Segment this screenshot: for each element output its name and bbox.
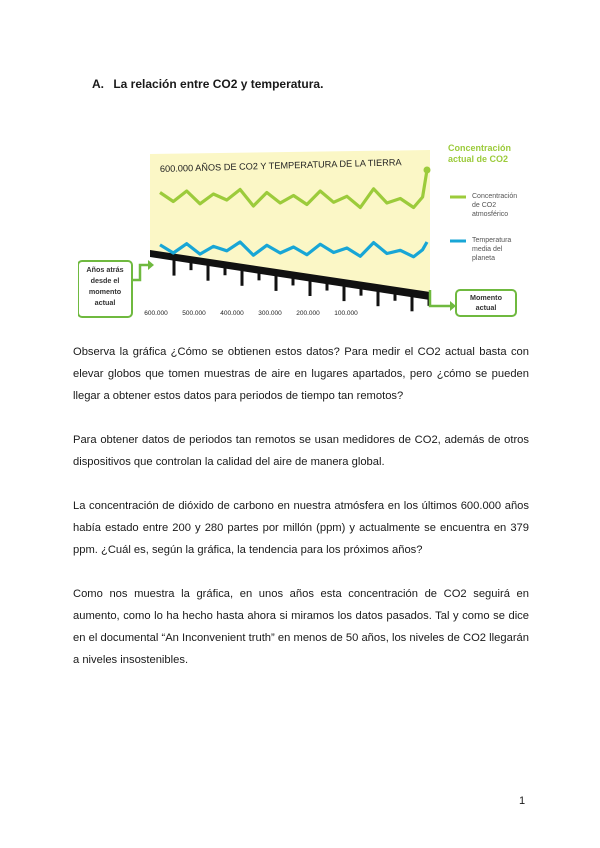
x-tick-label: 300.000 (258, 310, 282, 317)
page-number: 1 (519, 795, 526, 807)
text-line: actual (475, 303, 497, 312)
text-line: Temperatura (472, 237, 512, 244)
text-line: planeta (472, 255, 495, 262)
legend-temp-label (472, 237, 511, 262)
section-letter: A. (92, 77, 104, 91)
paragraph-2: Para obtener datos de periodos tan remotos se usan medidores de CO2, además de otros dispositivos que controlan la calidad del aire de manera global. (73, 434, 529, 468)
text-line: media del (472, 246, 503, 253)
co2-temperature-figure (78, 140, 528, 325)
text-line: momento (88, 287, 122, 296)
text-line: Momento (470, 293, 502, 302)
x-tick-label: 100.000 (334, 310, 358, 317)
chart-title: 600.000 AÑOS DE CO2 Y TEMPERATURA DE LA TIERRA (159, 157, 402, 174)
paragraph-3: La concentración de dióxido de carbono en nuestra atmósfera en los últimos 600.000 años había estado entre 200 y 280 partes por millón (ppm) y actualmente se encuentra en 379 ppm. ¿Cuál es, según la gráfica, la tendencia para los próximos años? (73, 500, 529, 556)
current-moment-arrow (430, 290, 450, 306)
text-line: Concentración (472, 193, 518, 200)
text-line: Concentración (448, 143, 512, 153)
x-tick-label: 600.000 (144, 310, 168, 317)
text-line: actual de CO2 (448, 154, 509, 164)
current-concentration-label (448, 143, 511, 164)
text-line: atmosférico (472, 211, 509, 218)
legend-co2-label (472, 193, 517, 218)
x-tick-label: 500.000 (182, 310, 206, 317)
text-line: desde el (90, 276, 120, 285)
x-tick-label: 400.000 (220, 310, 244, 317)
current-co2-marker (424, 167, 431, 174)
x-tick-label: 200.000 (296, 310, 320, 317)
paragraph-4: Como nos muestra la gráfica, en unos años esta concentración de CO2 seguirá en aumento, como lo ha hecho hasta ahora si miramos los datos pasados. Tal y como se dice en el documental “An Inconvenient truth” en menos de 50 años, los niveles de CO2 llegarán a niveles insostenibles. (73, 588, 529, 666)
text-line: actual (94, 298, 116, 307)
paragraph-1: Observa la gráfica ¿Cómo se obtienen estos datos? Para medir el CO2 actual basta con elevar globos que tomen muestras de aire en lugares apartados, pero ¿cómo se pueden llegar a obtener estos datos para periodos de tiempo tan remotos? (73, 346, 529, 402)
years-ago-arrowhead (148, 260, 154, 270)
section-title: La relación entre CO2 y temperatura. (113, 77, 324, 91)
section-heading (92, 77, 323, 91)
text-line: Años atrás (86, 265, 124, 274)
text-line: de CO2 (472, 202, 497, 209)
